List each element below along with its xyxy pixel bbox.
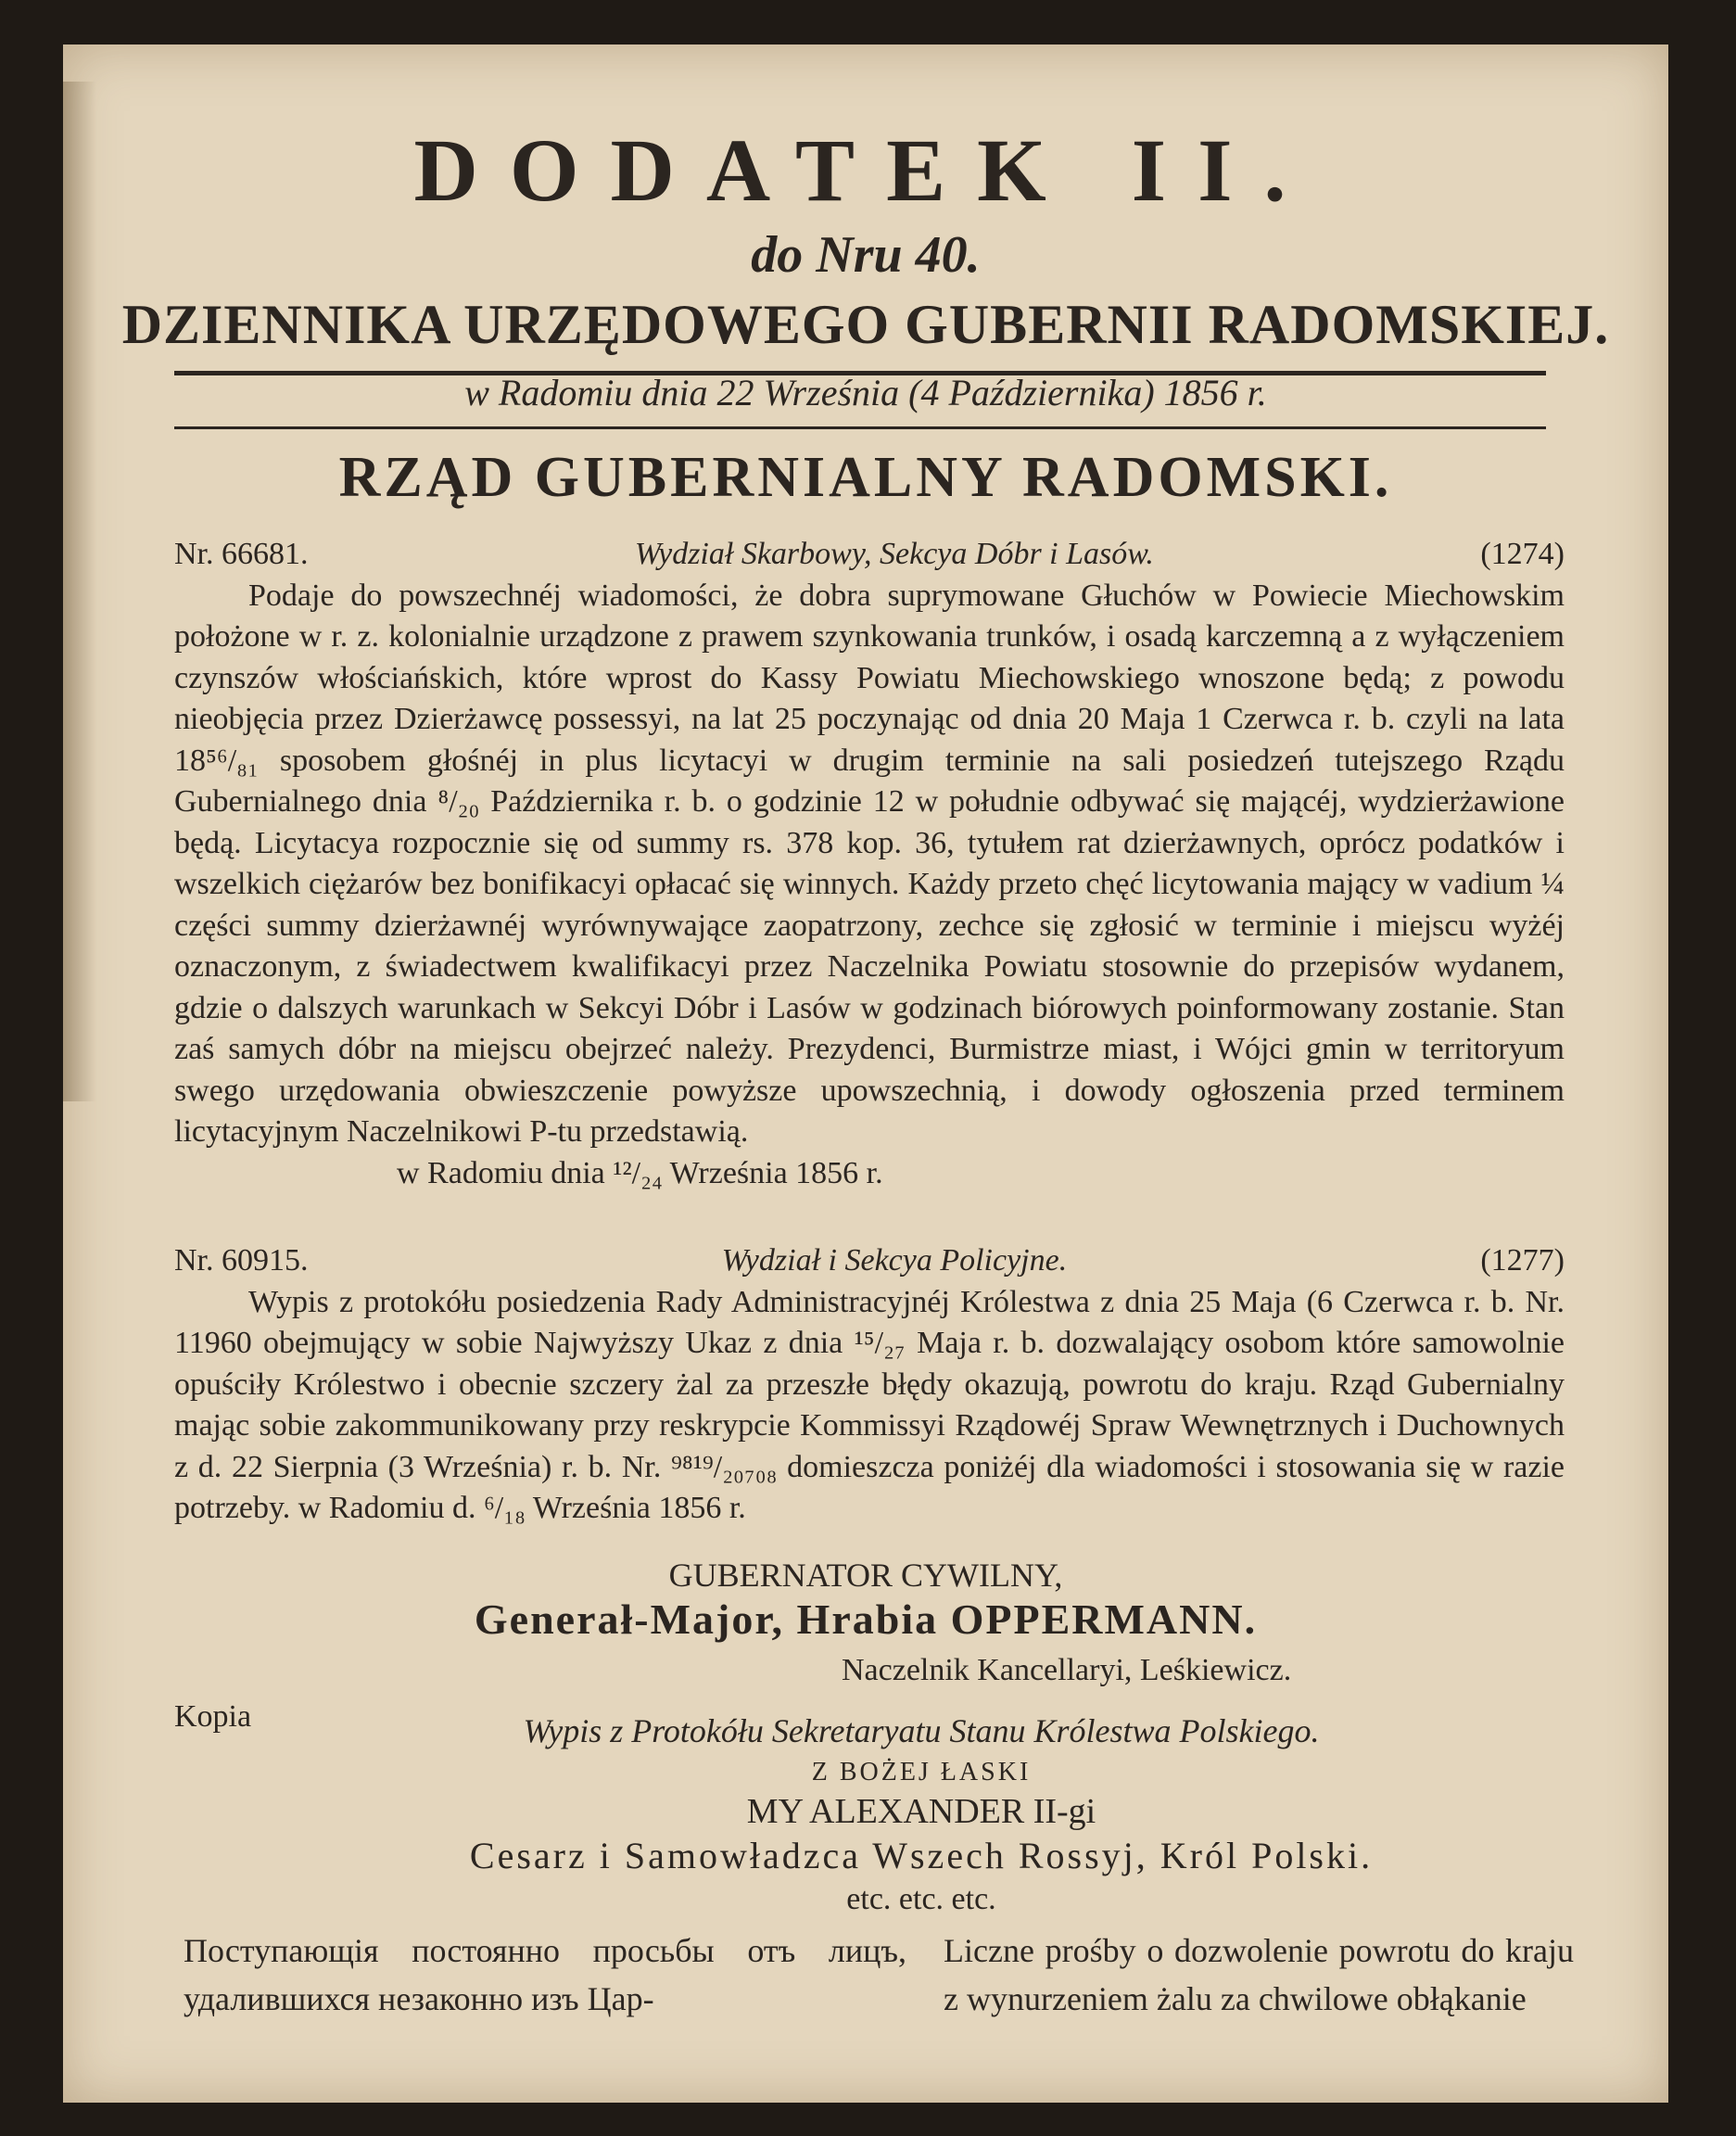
extract-title: Wypis z Protokółu Sekretaryatu Stanu Królestwa Polskiego. (523, 1712, 1320, 1749)
supplement-title: DODATEK II. (413, 121, 1318, 220)
copy-label: Kopia (174, 1699, 252, 1734)
notice-header: Nr. 60915. Wydział i Sekcya Policyjne. (1277) (174, 1243, 1565, 1278)
signature-title: GUBERNATOR CYWILNY, (668, 1557, 1063, 1594)
signature-name: Generał-Major, Hrabia OPPERMANN. (474, 1596, 1258, 1643)
journal-name: DZIENNIKA URZĘDOWEGO GUBERNII RADOMSKIEJ. (121, 294, 1610, 355)
notice-text: Wypis z protokółu posiedzenia Rady Administracyjnéj Królestwa z dnia 25 Maja (6 Czerwca r. b. Nr. 11960 obejmujący w sobie Najwyższy Ukaz z dnia ¹⁵/₂₇ Maja r. b. dozwalający osobom które samowolnie opuściły Królestwo i obecnie szczery żal za przeszłe błędy okazują, powrotu do kraju. Rząd Gubernialny mając sobie zakommunikowany przy reskrypcie Kommissyi Rządowéj Spraw Wewnętrznych i Duchownych z d. 22 Sierpnia (3 Września) r. b. Nr. ⁹⁸¹⁹/₂₀₇₀₈ domieszcza poniżéj dla wiadomości i stosowania się w razie potrzeby. w Radomiu d. ⁶/₁₈ Września 1856 r. (174, 1284, 1565, 1525)
section-heading: RZĄD GUBERNIALNY RADOMSKI. (338, 446, 1393, 509)
notice-1277 (174, 1240, 1565, 1530)
notice-date: w Radomiu dnia ¹²/₂₄ Września 1856 r. (397, 1155, 883, 1190)
notice-1274 (174, 534, 1565, 1194)
emperor-titles: Cesarz i Samowładzca Wszech Rossyj, Król Polski. (469, 1835, 1374, 1876)
chancellery-head: Naczelnik Kancellaryi, Leśkiewicz. (842, 1653, 1292, 1687)
dateline: w Radomiu dnia 22 Września (4 Października) 1856 r. (464, 372, 1267, 413)
header-rule-bottom (174, 426, 1546, 429)
notice-text: Podaje do powszechnéj wiadomości, że dobra suprymowane Głuchów w Powiecie Miechowskim położone w r. z. kolonialnie urządzone z prawem szynkowania trunków, i osadą karczemną a z wyłączeniem czynszów włościańskich, które wprost do Kassy Powiatu Miechowskiego wnoszone będą; z powodu nieobjęcia przez Dzierżawcę possessyi, na lat 25 poczynając od dnia 20 Maja 1 Czerwca r. b. czyli na lata 18⁵⁶/₈₁ sposobem głośnéj in plus licytacyi w drugim terminie na sali posiedzeń tutejszego Rządu Gubernialnego dnia ⁸/₂₀ Października r. b. o godzinie 12 w południe odbywać się mającéj, wydzierżawione będą. Licytacya rozpocznie się od summy rs. 378 kop. 36, tytułem rat dzierżawnych, oprócz podatków i wszelkich ciężarów bez bonifikacyi opłacać się winnych. Każdy przeto chęć licytowania mający w vadium ¼ części summy dzierżawnéj wyrównywające zaopatrzony, zechce się zgłosić w terminie i miejscu wyżéj oznaczonym, z świadectwem kwalifikacyi przez Naczelnika Powiatu stosownie do przepisów wydanem, gdzie o dalszych warunkach w Sekcyi Dóbr i Lasów w godzinach biórowych poinformowany zostanie. Stan zaś samych dóbr na miejscu obejrzeć należy. Prezydenci, Burmistrze miast, i Wójci gmin w territoryum swego urzędowania obwieszczenie powyższe upowszechnią, i dowody ogłoszenia przed terminem licytacyjnym Naczelnikowi P-tu przedstawią. (174, 578, 1565, 1149)
polish-column: Liczne prośby o dozwolenie powrotu do kraju z wynurzeniem żalu za chwilowe obłąkanie (944, 1932, 1574, 2017)
russian-column: Поступающія постоянно просьбы отъ лицъ, удалившихся незаконно изъ Цар- (184, 1932, 906, 2017)
notice-header: Nr. 66681. Wydział Skarbowy, Sekcya Dóbr i Lasów. (1274) (174, 537, 1565, 571)
emperor-name: MY ALEXANDER II-gi (746, 1792, 1096, 1831)
issue-number: do Nru 40. (751, 226, 981, 284)
by-gods-grace: Z BOŻEJ ŁASKI (811, 1758, 1032, 1786)
document-page (63, 44, 1668, 2103)
etc-line: etc. etc. etc. (846, 1882, 996, 1916)
